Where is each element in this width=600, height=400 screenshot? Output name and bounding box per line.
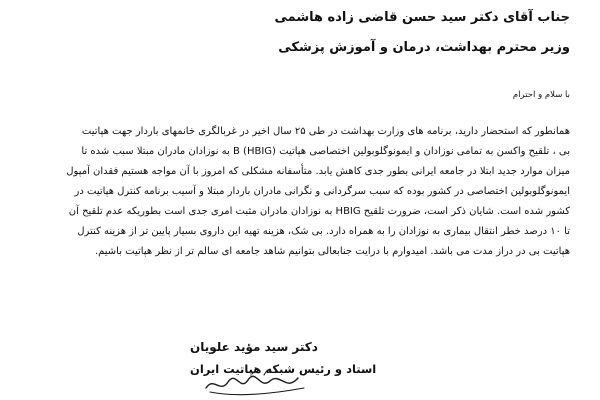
body-line: ایمونوگلوبولین اختصاصی در کشور بوده که سبب سرگردانی و نگرانی مادران باردار مبتلا و آسیب برنامه کنترل هپاتیت در [74, 186, 570, 197]
handwritten-signature [200, 366, 310, 400]
body-line: همانطور که استحضار دارید، برنامه های وزارت بهداشت در طی ۲۵ سال اخیر در غربالگری خانمهای باردار جهت هپاتیت [81, 126, 570, 137]
body-line: کشور شده است. شایان ذکر است، ضرورت تلقیح HBIG به نوزادان مادران مثبت امری جدی است بطوریکه عدم تلقیح آن [68, 206, 570, 217]
signatory-title: استاد و رئیس شبکه هپاتیت ایران [190, 362, 377, 376]
body-line: تا ۱۰ درصد خطر انتقال بیماری به نوزادان را به همراه دارد. بی شک، هزینه تهیه این داروی بسیار پایین تر از هزینه کنترل [77, 226, 570, 237]
body-line: هپاتیت بی در دراز مدت می باشد. امیدوارم با درایت جنابعالی بتوانیم شاهد جامعه ای سالم تر از نظر هپاتیت باشیم. [94, 246, 570, 257]
body-line: بی ، تلقیح واکسن به تمامی نوزادان و ایمونوگلوبولین اختصاصی هپاتیت (HBIG) B به نوزادان مادران مبتلا سبب شده تا [81, 146, 570, 157]
signatory-name: دکتر سید مؤید علویان [190, 340, 318, 354]
letter-body [25, 122, 570, 262]
addressee-name: جناب آقای دکتر سید حسن قاضی زاده هاشمی [274, 10, 570, 25]
addressee-title: وزیر محترم بهداشت، درمان و آموزش پزشکی [278, 40, 570, 55]
greeting: با سلام و احترام [512, 90, 570, 100]
body-line: میزان موارد جدید ابتلا در جامعه ایرانی بطور جدی کاهش یابد. متأسفانه مشکلی که امروز با آن مواجه هستیم فقدان آمپول [66, 166, 570, 177]
